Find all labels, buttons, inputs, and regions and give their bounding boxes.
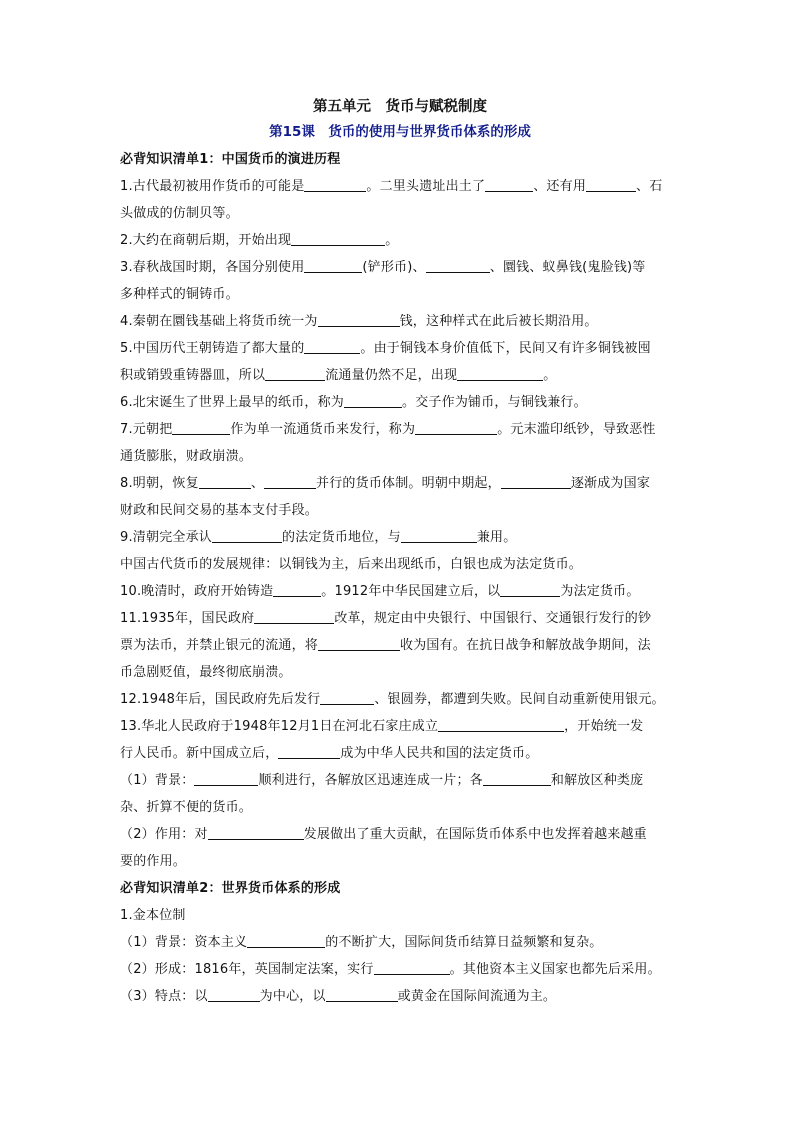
fill-in-blank[interactable]: [254, 608, 334, 624]
fill-in-blank[interactable]: [208, 824, 304, 840]
line-text: ，开始统一发: [564, 719, 644, 734]
fill-in-blank[interactable]: [320, 689, 374, 705]
line-text: 。: [543, 368, 557, 383]
line-text: （1）背景：资本主义: [120, 935, 248, 950]
fill-in-blank[interactable]: [212, 527, 282, 543]
line-text: 、还有用: [533, 179, 587, 194]
line-text: 。二里头遗址出土了: [366, 179, 486, 194]
worksheet-line: [120, 632, 680, 659]
line-text: 收为国有。在抗日战争和解放战争期间，法: [400, 638, 651, 653]
worksheet-line: [120, 578, 680, 605]
line-text: 的不断扩大，国际间货币结算日益频繁和复杂。: [325, 935, 603, 950]
worksheet-line: [120, 551, 680, 578]
line-text: 为法定货币。: [560, 584, 640, 599]
line-text: 。由于铜钱本身价值低下，民间又有许多铜钱被囤: [360, 341, 651, 356]
line-text: 币急剧贬值，最终彻底崩溃。: [120, 665, 292, 680]
fill-in-blank[interactable]: [291, 230, 385, 246]
worksheet-line: [120, 308, 680, 335]
line-text: 成为中华人民共和国的法定货币。: [340, 746, 539, 761]
line-text: 12.1948年后，国民政府先后发行: [120, 692, 321, 707]
line-text: 。1912年中华民国建立后，以: [321, 584, 501, 599]
worksheet-line: [120, 254, 680, 281]
fill-in-blank[interactable]: [501, 473, 571, 489]
fill-in-blank[interactable]: [264, 473, 316, 489]
fill-in-blank[interactable]: [426, 257, 490, 273]
line-text: 多种样式的铜铸币。: [120, 287, 239, 302]
line-text: 13.华北人民政府于1948年12月1日在河北石家庄成立: [120, 719, 439, 734]
line-text: （1）背景：: [120, 773, 195, 788]
line-text: 5.中国历代王朝铸造了都大量的: [120, 341, 305, 356]
line-text: （2）作用：对: [120, 827, 208, 842]
worksheet-line: [120, 281, 680, 308]
line-text: 逐渐成为国家: [570, 476, 651, 491]
line-text: 8.明朝，恢复: [120, 476, 199, 491]
line-text: 11.1935年，国民政府: [120, 611, 255, 626]
fill-in-blank[interactable]: [457, 365, 543, 381]
line-text: 头做成的仿制贝等。: [120, 206, 239, 221]
line-text: 4.秦朝在圜钱基础上将货币统一为: [120, 314, 318, 329]
fill-in-blank[interactable]: [483, 770, 551, 786]
worksheet-line: [120, 524, 680, 551]
line-text: 并行的货币体制。明朝中期起，: [316, 476, 501, 491]
fill-in-blank[interactable]: [194, 770, 258, 786]
line-text: 和解放区种类庞: [550, 773, 644, 788]
worksheet-line: [120, 605, 680, 632]
worksheet-line: [120, 389, 680, 416]
worksheet-line: [120, 362, 680, 389]
line-text: 2.大约在商朝后期，开始出现: [120, 233, 292, 248]
line-text: 、石: [636, 179, 663, 194]
line-text: 。: [385, 233, 399, 248]
worksheet-line: [120, 713, 680, 740]
fill-in-blank[interactable]: [318, 635, 400, 651]
worksheet-line: [120, 848, 680, 875]
line-text: 流通量仍然不足，出现: [325, 368, 458, 383]
worksheet-line: [120, 443, 680, 470]
line-text: 9.清朝完全承认: [120, 530, 213, 545]
worksheet-line: [120, 470, 680, 497]
worksheet-line: [120, 956, 680, 983]
line-text: 通货膨胀，财政崩溃。: [120, 449, 253, 464]
fill-in-blank[interactable]: [374, 959, 450, 975]
worksheet-line: [120, 416, 680, 443]
worksheet-line: [120, 821, 680, 848]
worksheet-line: [120, 173, 680, 200]
fill-in-blank[interactable]: [318, 311, 400, 327]
worksheet-line: [120, 983, 680, 1010]
line-text: 行人民币。新中国成立后，: [120, 746, 279, 761]
fill-in-blank[interactable]: [344, 392, 402, 408]
worksheet-line: [120, 497, 680, 524]
line-text: （3）特点：以: [120, 989, 208, 1004]
fill-in-blank[interactable]: [438, 716, 564, 732]
worksheet-line: [120, 200, 680, 227]
line-text: 1.古代最初被用作货币的可能是: [120, 179, 305, 194]
fill-in-blank[interactable]: [172, 419, 230, 435]
line-text: 10.晚清时，政府开始铸造: [120, 584, 274, 599]
worksheet-line: [120, 227, 680, 254]
worksheet-line: [120, 767, 680, 794]
fill-in-blank[interactable]: [415, 419, 497, 435]
fill-in-blank[interactable]: [500, 581, 560, 597]
worksheet-line: [120, 740, 680, 767]
fill-in-blank[interactable]: [247, 932, 325, 948]
line-text: 为中心，以: [259, 989, 326, 1004]
worksheet-body: [120, 146, 680, 1010]
line-text: 财政和民间交易的基本支付手段。: [120, 503, 319, 518]
worksheet-line: [120, 335, 680, 362]
fill-in-blank[interactable]: [278, 743, 340, 759]
line-text: 、银圆券，都遭到失败。民间自动重新使用银元。: [374, 692, 665, 707]
line-text: 、: [250, 476, 265, 491]
fill-in-blank[interactable]: [199, 473, 251, 489]
fill-in-blank[interactable]: [208, 986, 260, 1002]
line-text: 。交子作为铺币，与铜钱兼行。: [402, 395, 587, 410]
line-text: (铲形币)、: [362, 260, 426, 275]
fill-in-blank[interactable]: [273, 581, 321, 597]
line-text: 中国古代货币的发展规律：以铜钱为主，后来出现纸币，白银也成为法定货币。: [120, 557, 583, 572]
line-text: 6.北宋诞生了世界上最早的纸币，称为: [120, 395, 345, 410]
line-text: 钱，这种样式在此后被长期沿用。: [399, 314, 598, 329]
worksheet-line: [120, 659, 680, 686]
line-text: 。元末滥印纸钞，导致恶性: [497, 422, 656, 437]
line-text: 改革，规定由中央银行、中国银行、交通银行发行的钞: [334, 611, 652, 626]
line-text: 1.金本位制: [120, 908, 186, 923]
unit-title: 第五单元 货币与赋税制度: [313, 99, 487, 115]
fill-in-blank[interactable]: [401, 527, 477, 543]
line-text: （2）形成：1816年，英国制定法案，实行: [120, 962, 374, 977]
line-text: 票为法币，并禁止银元的流通，将: [120, 638, 319, 653]
line-text: 的法定货币地位，与: [282, 530, 401, 545]
worksheet-document: [120, 96, 680, 1010]
section-heading: 必背知识清单2：世界货币体系的形成: [120, 881, 341, 896]
line-text: 发展做出了重大贡献，在国际货币体系中也发挥着越来越重: [303, 827, 647, 842]
line-text: 、圜钱、蚁鼻钱(鬼脸钱)等: [489, 260, 646, 275]
fill-in-blank[interactable]: [485, 176, 533, 192]
line-text: 作为单一流通货币来发行，称为: [230, 422, 416, 437]
line-text: 杂、折算不便的货币。: [120, 800, 253, 815]
worksheet-line: [120, 794, 680, 821]
fill-in-blank[interactable]: [304, 176, 366, 192]
line-text: 7.元朝把: [120, 422, 173, 437]
line-text: 或黄金在国际间流通为主。: [397, 989, 557, 1004]
lesson-title: 第15课 货币的使用与世界货币体系的形成: [269, 124, 531, 140]
line-text: 兼用。: [476, 530, 517, 545]
fill-in-blank[interactable]: [586, 176, 636, 192]
worksheet-line: [120, 686, 680, 713]
worksheet-line: [120, 929, 680, 956]
fill-in-blank[interactable]: [304, 338, 360, 354]
fill-in-blank[interactable]: [326, 986, 398, 1002]
line-text: 积或销毁重铸器皿，所以: [120, 368, 266, 383]
section-heading: 必背知识清单1：中国货币的演进历程: [120, 152, 341, 167]
line-text: 顺利进行，各解放区迅速连成一片；各: [258, 773, 483, 788]
line-text: 3.春秋战国时期，各国分别使用: [120, 260, 305, 275]
fill-in-blank[interactable]: [304, 257, 362, 273]
line-text: 要的作用。: [120, 854, 187, 869]
worksheet-line: [120, 902, 680, 929]
fill-in-blank[interactable]: [265, 365, 325, 381]
line-text: 。其他资本主义国家也都先后采用。: [449, 962, 661, 977]
